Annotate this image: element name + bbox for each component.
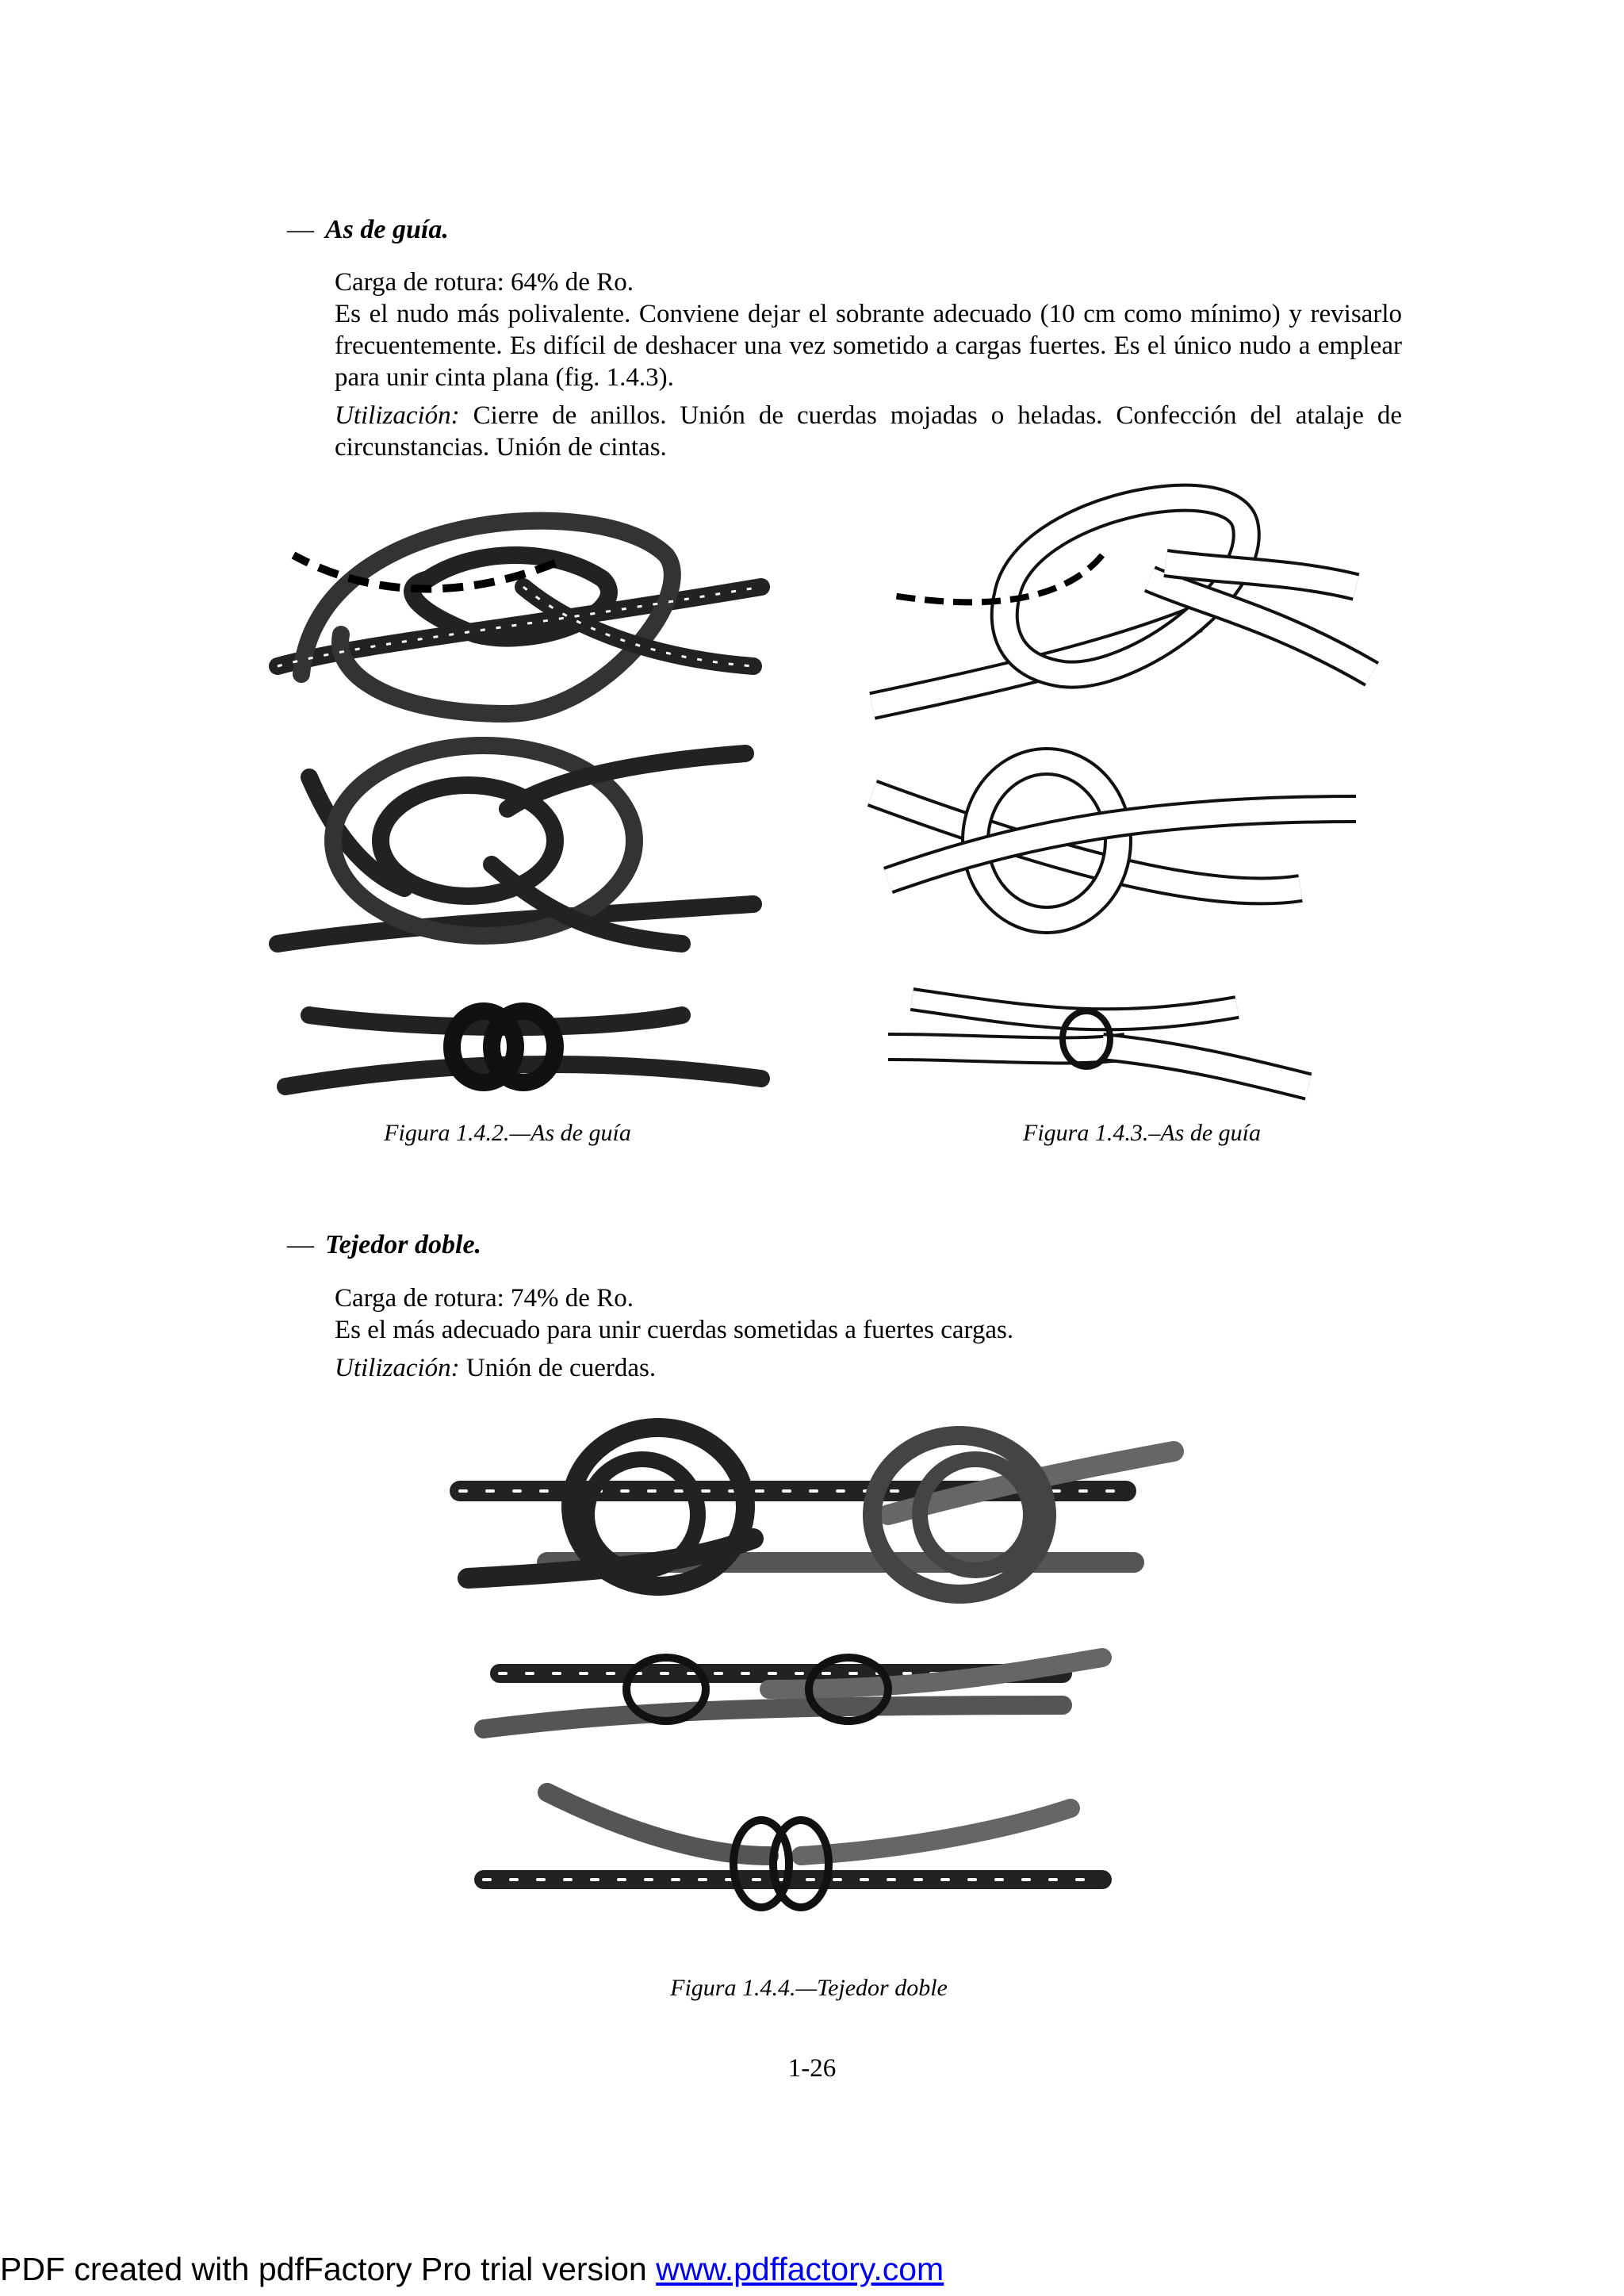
usage-text <box>335 400 1402 463</box>
figure-1-4-4-stage-2 <box>484 1658 1102 1729</box>
description-text: Es el más adecuado para unir cuerdas sometidas a fuertes cargas. <box>335 1316 1014 1344</box>
usage-text <box>335 1352 1402 1384</box>
arrow-head-icon <box>872 579 904 607</box>
usage-label: Utilización: <box>335 401 460 430</box>
figure-1-4-3-stage-1 <box>872 498 1372 706</box>
heading-title: As de guía. <box>325 215 449 244</box>
figure-1-4-4-stage-3 <box>484 1792 1102 1907</box>
heading-dash: — <box>287 215 314 244</box>
footer-text: PDF created with pdfFactory Pro trial version <box>0 2251 657 2287</box>
heading-dash: — <box>287 1230 314 1259</box>
arrow-tail-icon <box>1102 523 1158 587</box>
breaking-load-text: Carga de rotura: 74% de Ro. <box>335 1284 634 1313</box>
figure-1-4-3-stage-2 <box>872 761 1356 920</box>
pdf-footer <box>0 2249 944 2289</box>
section-heading-as-de-guia <box>287 214 449 246</box>
section-heading-tejedor-doble <box>287 1229 481 1261</box>
breaking-load-text: Carga de rotura: 64% de Ro. <box>335 268 634 297</box>
figure-1-4-4-caption: Figura 1.4.4.—Tejedor doble <box>670 1975 948 2001</box>
page-number: 1-26 <box>787 2054 837 2083</box>
figure-1-4-4-stage-1 <box>460 1428 1174 1594</box>
figure-1-4-2-illustration <box>270 476 777 1110</box>
figure-1-4-2-stage-1 <box>278 521 761 714</box>
description-text: Es el nudo más polivalente. Conviene dejar el sobrante adecuado (10 cm como mínimo) y revisarlo frecuentemente. Es difícil de deshacer una vez sometido a cargas fuertes. Es el único nudo a emplear para unir cinta plana (fig. 1.4.3). <box>335 300 1402 392</box>
figure-1-4-3-stage-3 <box>888 999 1308 1087</box>
figure-1-4-3-illustration <box>864 476 1388 1110</box>
section-body-tejedor-doble <box>335 1282 1402 1384</box>
usage-value: Unión de cuerdas. <box>459 1354 657 1382</box>
heading-title: Tejedor doble. <box>325 1230 482 1259</box>
figure-1-4-2-stage-3 <box>285 1011 761 1087</box>
footer-link[interactable]: www.pdffactory.com <box>656 2251 944 2287</box>
figure-1-4-4-illustration <box>452 1420 1205 1943</box>
figure-1-4-2-stage-2 <box>278 746 753 944</box>
figure-1-4-3-caption: Figura 1.4.3.–As de guía <box>1023 1120 1261 1146</box>
usage-value: Cierre de anillos. Unión de cuerdas mojadas o heladas. Confección del atalaje de circunstancias. Unión de cintas. <box>335 401 1402 462</box>
section-body-as-de-guia <box>335 266 1402 463</box>
usage-label: Utilización: <box>335 1354 460 1382</box>
figure-1-4-2-caption: Figura 1.4.2.—As de guía <box>384 1120 631 1146</box>
